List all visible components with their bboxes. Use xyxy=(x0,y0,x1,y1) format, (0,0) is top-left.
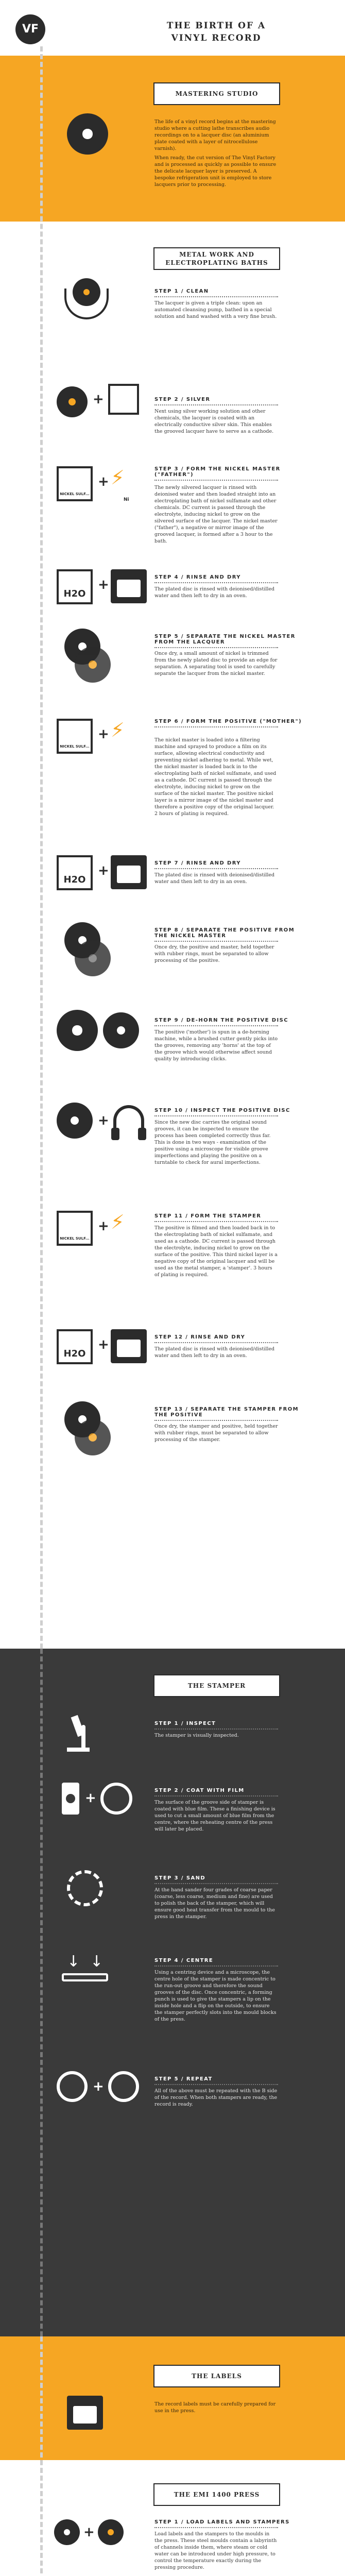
stamper-b-icon xyxy=(108,2071,139,2102)
timeline-line-press xyxy=(40,2336,43,2576)
plus-icon: + xyxy=(98,1218,109,1234)
lacquer-disc-icon xyxy=(67,113,108,155)
labels-text: The record labels must be carefully prepared for use in the press. xyxy=(154,2401,276,2414)
section-press: THE EMI 1400 PRESS xyxy=(153,2483,280,2506)
label-disc-icon xyxy=(54,2519,80,2545)
dehorning-machine-icon xyxy=(57,1010,98,1051)
water-rinse-icon: H2O xyxy=(57,1329,93,1364)
plus-icon: + xyxy=(98,577,109,592)
labels-band xyxy=(0,2336,345,2460)
oven-icon xyxy=(111,1329,147,1363)
electric-current-icon: ⚡ xyxy=(111,466,125,489)
mastering-text-2: When ready, the cut version of The Vinyl Factory and is processed as quickly as possible to ensure the delicate lacquer layer is preserved. A bespoke refrigeration unit is employed to store lacquers prior to processing. xyxy=(154,155,277,188)
plus-icon: + xyxy=(83,2524,95,2540)
step-text: Since the new disc carries the original sound grooves, it can be inspected to ensure the process has been completed correctly thus far. This is done in two ways - examination of the positive using a microscope for visible groove imperfections and playing the positive on a turntable to check for aural imperfections. xyxy=(154,1120,271,1165)
plus-icon: + xyxy=(98,1337,109,1352)
film-roll-icon xyxy=(62,1783,79,1815)
water-rinse-icon: H2O xyxy=(57,569,93,604)
electric-current-icon: ⚡ xyxy=(111,719,125,741)
nickel-bath-icon: NICKEL SULF... xyxy=(57,1211,93,1246)
step-title: STEP 6 / FORM THE POSITIVE ("MOTHER") xyxy=(154,719,309,727)
step-title: STEP 13 / SEPARATE THE STAMPER FROM THE POSITIVE xyxy=(154,1406,309,1421)
silver-solution-icon xyxy=(108,384,139,415)
step-title: STEP 3 / FORM THE NICKEL MASTER ("FATHER") xyxy=(154,466,309,481)
step-text: The lacquer is given a triple clean: upon an automated cleansing pump, bathed in a special solution and hand washed with a very fine brush. xyxy=(154,300,277,319)
plus-icon: + xyxy=(93,2079,104,2094)
page-title: THE BIRTH OF A VINYL RECORD xyxy=(166,21,266,43)
oven-icon xyxy=(111,855,147,889)
separated-disc-icon xyxy=(75,1419,111,1455)
lacquer-disc-icon xyxy=(73,278,100,306)
separated-disc-icon xyxy=(75,647,111,683)
oven-icon xyxy=(111,569,147,603)
step-title: STEP 2 / COAT WITH FILM xyxy=(154,1788,309,1797)
stamper-disc-icon xyxy=(98,2519,124,2545)
nickel-bath-icon: NICKEL SULF... xyxy=(57,466,93,501)
plus-icon: + xyxy=(98,1113,109,1128)
nickel-bath-icon: NICKEL SULF... xyxy=(57,719,93,754)
step-text: The plated disc is rinsed with deionised/distilled water and then left to dry in an oven. xyxy=(154,1346,275,1359)
step-title: STEP 1 / CLEAN xyxy=(154,289,309,297)
arrow-down-icon: ↓ xyxy=(90,1953,104,1971)
step-title: STEP 7 / RINSE AND DRY xyxy=(154,860,309,869)
step-text: All of the above must be repeated with the B side of the record. When both stampers are ready, the record is ready. xyxy=(154,2088,278,2107)
separated-disc-icon xyxy=(75,940,111,976)
ni-label: Ni xyxy=(124,497,129,502)
step-text: Using a centring device and a microscope, the centre hole of the stamper is made concentric to the run-out groove and therefore the sound grooves of the disc. Once concentric, a forming punch is used to give the stampers a lip on the inside hole and a flip on the outside, to ensure the stamper perfectly slots into the mould blocks of the press. xyxy=(154,1970,277,2022)
step-title: STEP 2 / SILVER xyxy=(154,397,309,405)
dehorning-disc-icon xyxy=(103,1012,139,1048)
sanding-disc-icon xyxy=(67,1870,103,1906)
step-text: The positive is filmed and then loaded back in to the electroplating bath of nickel sulfamate, and used as a cathode. DC current is passed through the electrolyte, inducing nickel to grow on the surface of the positive. This third nickel layer is a negative copy of the original lacquer and will be used as the metal stamper, a 'stamper'. 3 hours of plating is required. xyxy=(154,1225,278,1278)
plus-icon: + xyxy=(98,863,109,878)
step-title: STEP 4 / CENTRE xyxy=(154,1958,309,1967)
label-oven-icon xyxy=(67,2396,103,2430)
step-text: The stamper is visually inspected. xyxy=(154,1733,239,1738)
step-text: The nickel master is loaded into a filtering machine and sprayed to produce a film on its surface, allowing electrical conductivity and preventing nickel adhering to metal. While wet, the nickel master is loaded back in to the electroplating bath of nickel sulfamate, and used as a cathode. DC current is passed through the electrolyte, inducing nickel to grow on the surface of the nickel master. The positive nickel layer is a mirror image of the nickel master and therefore a positive copy of the original lacquer. 2 hours of plating is required. xyxy=(154,737,277,817)
stamper-a-icon xyxy=(57,2071,88,2102)
step-text: Once dry, the positive and master, held together with rubber rings, must be separated to allow processing of the positive. xyxy=(154,944,274,963)
step-title: STEP 1 / INSPECT xyxy=(154,1721,309,1730)
plus-icon: + xyxy=(98,474,109,489)
timeline-line xyxy=(40,46,43,1649)
step-title: STEP 3 / SAND xyxy=(154,1875,309,1884)
step-text: Next using silver working solution and other chemicals, the lacquer is coated with an electrically conductive silver skin. This enables the grooved lacquer have to serve as a cathode. xyxy=(154,409,274,434)
headphones-icon xyxy=(113,1105,144,1133)
mastering-text-1: The life of a vinyl record begins at the mastering studio where a cutting lathe transcribes audio recordings on to a lacquer disc (an aluminium plate coated with a layer of nitrocellulose varnish). xyxy=(154,119,276,151)
step-text: Once dry, the stamper and positive, held together with rubber rings, must be separated to allow processing of the stamper. xyxy=(154,1423,278,1443)
step-title: STEP 5 / SEPARATE THE NICKEL MASTER FROM THE LACQUER xyxy=(154,634,309,648)
step-title: STEP 12 / RINSE AND DRY xyxy=(154,1334,309,1343)
arrow-down-icon: ↓ xyxy=(67,1953,80,1971)
water-rinse-icon: H2O xyxy=(57,855,93,890)
timeline-line-stamper xyxy=(40,1649,43,2336)
step-title: STEP 1 / LOAD LABELS AND STAMPERS xyxy=(154,2519,309,2528)
step-title: STEP 5 / REPEAT xyxy=(154,2076,309,2085)
section-stamper: THE STAMPER xyxy=(153,1674,280,1697)
plus-icon: + xyxy=(98,726,109,742)
plus-icon: + xyxy=(93,392,104,407)
step-text: At the hand sander four grades of coarse paper (coarse, less coarse, medium and fine) are used to polish the back of the stamper, which will ensure good heat transfer from the mould to the press in the stamper. xyxy=(154,1887,275,1920)
section-labels: THE LABELS xyxy=(153,2365,280,2387)
electric-current-icon: ⚡ xyxy=(111,1211,125,1233)
plus-icon: + xyxy=(85,1790,96,1806)
step-title: STEP 11 / FORM THE STAMPER xyxy=(154,1213,309,1222)
centring-disc-icon xyxy=(62,1973,108,1981)
step-title: STEP 10 / INSPECT THE POSITIVE DISC xyxy=(154,1108,309,1116)
section-metal: METAL WORK AND ELECTROPLATING BATHS xyxy=(153,247,280,270)
step-text: The newly silvered lacquer is rinsed with deionised water and then loaded straight into an electroplating bath of nickel sulfamate and other chemicals. DC current is passed through the electrolyte, inducing nickel to grow on the silvered surface of the lacquer. The nickel master ("father"), a negative or mirror image of the grooved lacquer, is formed after a 3 hour to the bath. xyxy=(154,485,278,544)
positive-disc-icon xyxy=(57,1103,93,1139)
step-text: The plated disc is rinsed with deionised/distilled water and then left to dry in an oven. xyxy=(154,872,275,885)
step-text: Once dry, a small amount of nickel is trimmed from the newly plated disc to provide an edge for separation. A separating tool is used to carefully separate the lacquer from the nickel master. xyxy=(154,651,278,676)
step-title: STEP 4 / RINSE AND DRY xyxy=(154,574,309,583)
section-mastering: MASTERING STUDIO xyxy=(153,82,280,105)
lacquer-disc-icon xyxy=(57,386,88,417)
step-title: STEP 9 / DE-HORN THE POSITIVE DISC xyxy=(154,1018,309,1026)
step-text: The surface of the groove side of stamper is coated with blue film. These a finishing device is used to cut a small amount of blue film from the centre, where the reheating centre of the press will later be placed. xyxy=(154,1800,275,1832)
step-text: The plated disc is rinsed with deionised/distilled water and then left to dry in an oven. xyxy=(154,586,275,599)
step-title: STEP 8 / SEPARATE THE POSITIVE FROM THE NICKEL MASTER xyxy=(154,927,309,942)
vf-logo: VF xyxy=(15,14,45,44)
step-text: Load labels and the stampers to the moulds in the press. These steel moulds contain a labyrinth of channels inside them, where steam or cold water can be introduced under high pressure, to control the temperature exactly during the pressing procedure. xyxy=(154,2531,277,2570)
microscope-icon xyxy=(67,1716,90,1752)
stamper-disc-icon xyxy=(100,1783,132,1815)
step-text: The positive ('mother') is spun in a de-horning machine, while a brushed cutter gently picks into the grooves, removing any 'horns' at the top of the groove which would otherwise affect sound quality by introducing clicks. xyxy=(154,1029,278,1062)
